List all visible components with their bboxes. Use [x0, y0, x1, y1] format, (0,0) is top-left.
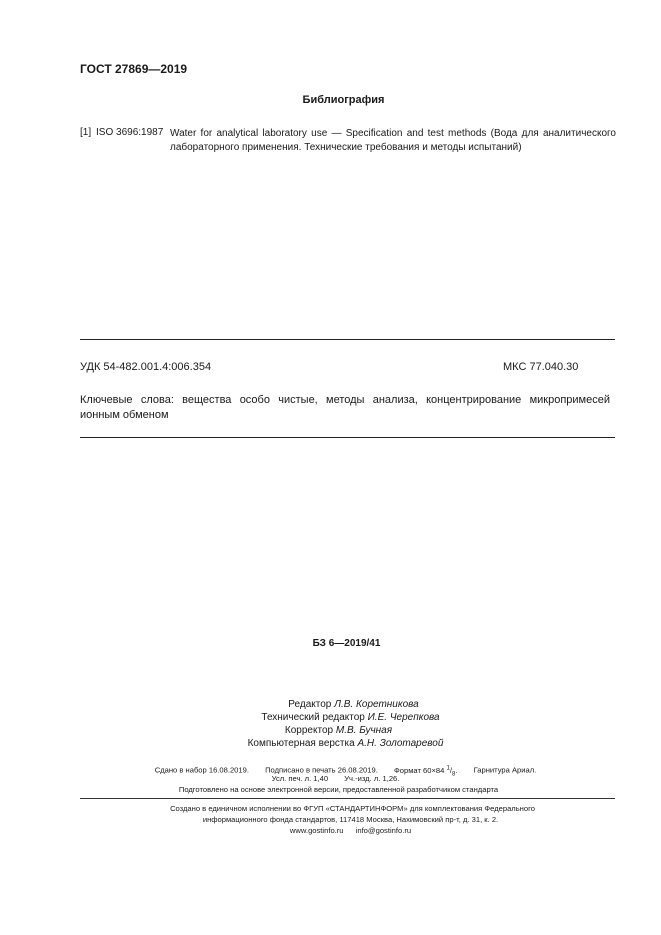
divider-top	[80, 339, 615, 340]
reference-code: ISO 3696:1987	[96, 127, 164, 138]
keywords	[80, 393, 610, 423]
reference-text-line2: лабораторного применения. Технические требования и методы испытаний)	[170, 142, 522, 153]
sent-date: Сдано в набор 16.08.2019.	[154, 765, 249, 775]
reference-number: [1]	[80, 127, 92, 138]
keywords-line2: ионным обменом	[80, 409, 169, 421]
contacts-line	[0, 825, 661, 836]
created-line1: Создано в единичном исполнении во ФГУП «СТАНДАРТИНФОРМ» для комплектования Федерального	[170, 804, 535, 813]
editor-line	[0, 698, 661, 711]
corrector-name: М.В. Бучная	[335, 725, 393, 736]
standard-number: ГОСТ 27869—2019	[80, 62, 188, 76]
mks-code: МКС 77.040.30	[503, 361, 579, 373]
website-link[interactable]: www.gostinfo.ru	[289, 826, 344, 835]
pub-sheets: Уч.-изд. л. 1,26.	[344, 774, 400, 783]
udk-code: УДК 54-482.001.4:006.354	[80, 361, 212, 373]
corrector-line	[0, 724, 661, 737]
imprint-line2	[0, 773, 661, 784]
keywords-line1: Ключевые слова: вещества особо чистые, методы анализа, концентрирование микропримесей	[80, 394, 610, 406]
editor-label: Редактор	[288, 699, 332, 710]
tech-editor-label: Технический редактор	[261, 712, 365, 723]
staff-credits	[0, 698, 661, 750]
divider-bottom	[80, 437, 615, 438]
reference-text-line1: Water for analytical laboratory use — Specification and test methods (Вода для аналитического	[170, 128, 616, 139]
email-link[interactable]: info@gostinfo.ru	[355, 826, 412, 835]
prepared-note: Подготовлено на основе электронной версии, предоставленной разработчиком стандарта	[178, 785, 499, 794]
layout-label: Компьютерная верстка	[247, 738, 355, 749]
tech-editor-name: И.Е. Черепкова	[367, 712, 440, 723]
format: Формат 60×84 $^1/_8$.	[393, 765, 458, 778]
bibliography-title: Библиография	[302, 94, 385, 106]
imprint-divider	[80, 798, 615, 799]
layout-name: А.Н. Золотаревой	[357, 738, 444, 749]
bz-number: БЗ 6—2019/41	[312, 638, 381, 649]
print-sheets: Усл. печ. л. 1,40	[271, 774, 329, 783]
corrector-label: Корректор	[284, 725, 334, 736]
created-line2: информационного фонда стандартов, 117418 Москва, Нахимовский пр-т, д. 31, к. 2.	[202, 815, 499, 824]
tech-editor-line	[0, 711, 661, 724]
signed-date: Подписано в печать 26.08.2019.	[265, 765, 378, 775]
editor-name: Л.В. Коретникова	[334, 699, 419, 710]
font-info: Гарнитура Ариал.	[473, 765, 537, 775]
layout-line	[0, 737, 661, 750]
reference-text	[170, 127, 616, 155]
